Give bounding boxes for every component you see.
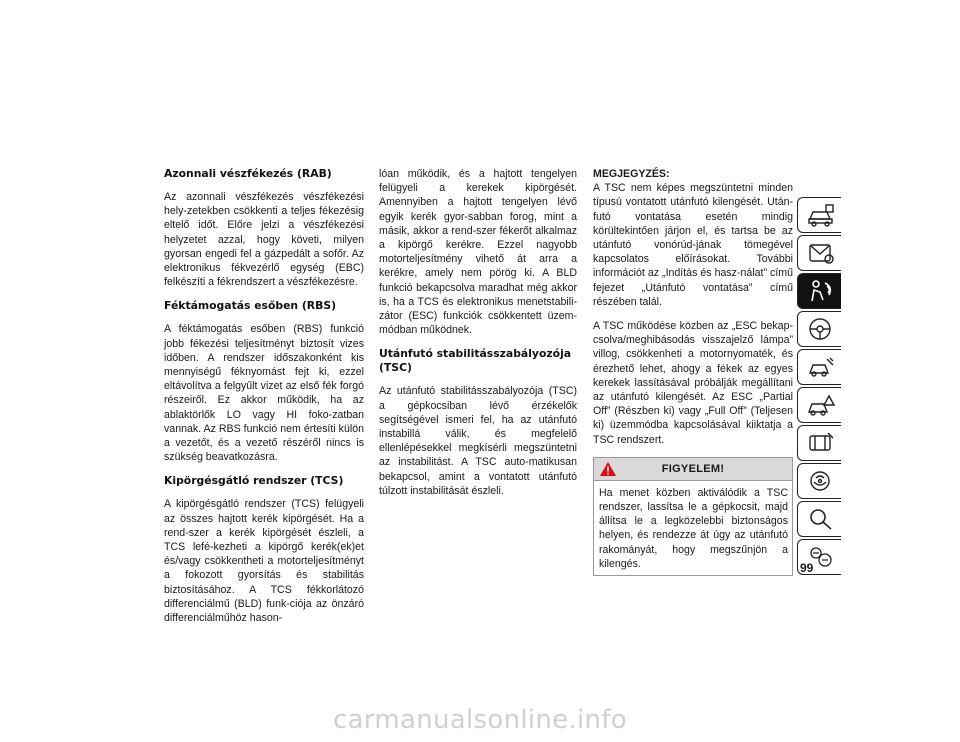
note-text: A TSC nem képes megszüntetni minden típusú vontatott utánfutó kilengését. Után-futó vontatása esetén mindig körültekintően járjon el, és tartsa be az utánfutó vonórúd-jának tömegével kapcsolatos előírásokat. További információt az „Indítás és hasz-nálat” című fejezet „Utánfutó vontatása” című részében talál. [593, 182, 793, 308]
steering-wheel-icon [807, 317, 835, 341]
note-title: MEGJEGYZÉS: [593, 168, 670, 180]
tab-warning-lights[interactable] [797, 235, 841, 271]
warning-lights-icon [807, 241, 835, 265]
warning-title: FIGYELEM! [661, 462, 725, 475]
heading-tcs: Kipörgésgátló rendszer (TCS) [164, 474, 344, 488]
driving-icon [807, 355, 835, 379]
paragraph-tcs: A kipörgésgátló rendszer (TCS) felügyeli az összes hajtott kerék kipörgését. Ha a rend-szer a kerék kipörgését észleli, a TCS lefé-kezheti a kipörgő kerék(ek)et és/vagy csökkentheti a motorteljesítményt a fokozott gyorsítás és stabilitás biztosításához. A TCS fékkorlátozó differenciálmű (BLD) funk-ciója az önzáró differenciálműhöz hason- [164, 498, 364, 625]
chapter-tabs [797, 197, 841, 577]
column-middle [379, 167, 577, 508]
paragraph-esc: A TSC működése közben az „ESC bekap-csolva/meghibásodás visszajelző lámpa” villog, csökkenheti a motornyomaték, és érezhető lehet, ahogy a fékek az egyes kerekek lassításával próbálják megállítani az utánfutó kilengését. Az ESC „Partial Off” (Részben ki) vagy „Full Off” (Teljesen ki) üzemmódba kapcsolásával kiiktatja a TSC rendszert. [593, 320, 793, 446]
heading-tsc: Utánfutó stabilitásszabályozója (TSC) [379, 347, 572, 375]
multimedia-icon [807, 469, 835, 493]
tab-index[interactable] [797, 501, 841, 537]
page-number: 99 [800, 561, 814, 575]
emergency-car-icon [807, 393, 835, 417]
column-left [164, 167, 364, 635]
paragraph-tcs-continued: lóan működik, és a hajtott tengelyen felügyeli a kerekek kipörgését. Amennyiben a hajtott tengelyen lévő egyik kerék gyor-sabban forog, mint a másik, akkor a rend-szer fékerőt alkalmaz a kipörgő kerékre. Ezzel nagyobb motorteljesítmény vihető át arra a kerékre, amely nem pörög ki. A BLD funkció bekapcsolva maradhat még akkor is, ha a TCS és elektronikus menetstabili-zátor (ESC) funkciók csökkentett üzem-módban működnek. [379, 168, 577, 337]
tab-maintenance[interactable] [797, 425, 841, 461]
index-search-icon [807, 507, 835, 531]
column-right [593, 167, 793, 576]
car-info-icon [807, 203, 835, 227]
heading-rab: Azonnali vészfékezés (RAB) [164, 167, 332, 180]
tab-safety[interactable] [797, 273, 841, 309]
tab-steering[interactable] [797, 311, 841, 347]
warning-header [594, 458, 792, 481]
paragraph-rab: Az azonnali vészfékezés vészfékezési hely-zetekben csökkenti a teljes fékezésig eltelő időt. Előre jelzi a vészfékezési helyzetet azzal, hogy követi, milyen gyorsan engedi fel a gázpedált a sofőr. Az elektronikus fékvezérlő egység (EBC) felkészíti a fékrendszert a vészfékezésre. [164, 191, 364, 289]
paragraph-tsc: Az utánfutó stabilitásszabályozója (TSC) a gépkocsiban lévő érzékelők segítségével ismeri fel, ha az utánfutó instabillá válik, és megfelelő ellenlépésekkel megkísérli megszüntetni az instabilitást. A TSC auto-matikusan bekapcsol, amint a vontatott utánfutó túlzott instabilitását észleli. [379, 385, 577, 497]
heading-rbs: Féktámogatás esőben (RBS) [164, 299, 337, 313]
tab-emergency[interactable] [797, 387, 841, 423]
tab-driving[interactable] [797, 349, 841, 385]
warning-text: Ha menet közben aktiválódik a TSC rendszer, lassítsa le a gépkocsit, majd állítsa le a legközelebbi biztonságos helyen, és rendezze át úgy az utánfutó rakományát, hogy megszűnjön a kilengés. [599, 486, 788, 570]
tab-multimedia[interactable] [797, 463, 841, 499]
paragraph-rbs: A féktámogatás esőben (RBS) funkció jobb fékezési teljesítményt biztosít vizes időben. A rendszer időszakonként kis mennyiségű féknyomást fejt ki, ezzel eltávolítva a felgyűlt vizet az első fék forgó részeiről. Ez akkor működik, ha az ablaktörlők LO vagy HI foko-zatban vannak. Az RBS funkció nem értesíti külön a vezetőt, és a vezető részéről nincs is szükség beavatkozásra. [164, 323, 364, 464]
tab-car-info[interactable] [797, 197, 841, 233]
watermark: carmanualsonline.info [332, 705, 627, 735]
safety-airbag-icon [807, 279, 835, 303]
warning-box [593, 457, 793, 576]
maintenance-icon [807, 431, 835, 455]
